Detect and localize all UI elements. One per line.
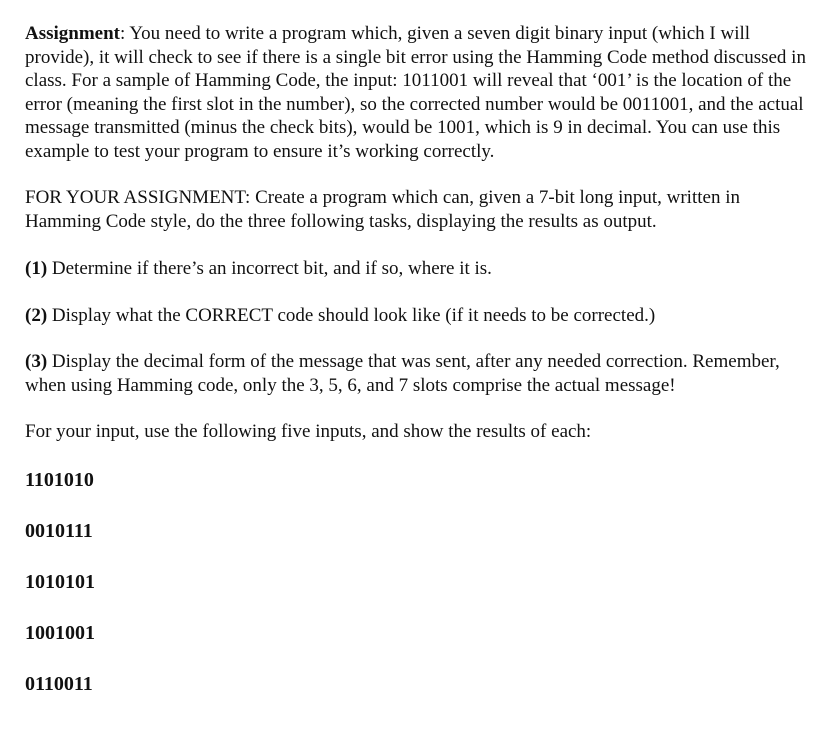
task-intro-paragraph: FOR YOUR ASSIGNMENT: Create a program which can, given a 7-bit long input, written in Hamming Code style, do the three following tasks, displaying the results as output. xyxy=(25,187,740,232)
inputs-lead-paragraph: For your input, use the following five inputs, and show the results of each: xyxy=(25,421,592,442)
assignment-label: Assignment xyxy=(25,23,121,44)
assignment-intro-text: : You need to write a program which, given a seven digit binary input (which I will provide), it will check to see if there is a single bit error using the Hamming Code method discussed in class. For a sample of Hamming Code, the input: 1011001 will reveal that ‘001’ is the location of the error (meaning the first slot in the number), so the corrected number would be 0011001, and the actual message transmitted (minus the check bits), would be 1001, which is 9 in decimal. You can use this example to test your program to ensure it’s working correctly. xyxy=(25,23,806,162)
task-step-3-number: (3) xyxy=(25,351,48,372)
binary-input-3: 1010101 xyxy=(25,570,95,593)
task-step-2-text: Display what the CORRECT code should look like (if it needs to be corrected.) xyxy=(47,304,656,326)
task-step-1 xyxy=(25,257,811,281)
task-step-2 xyxy=(25,304,811,328)
task-step-1-number: (1) xyxy=(25,258,48,279)
task-step-1-text: Determine if there’s an incorrect bit, and if so, where it is. xyxy=(47,258,492,279)
task-step-2-number: (2) xyxy=(25,304,48,326)
task-step-3-text: Display the decimal form of the message that was sent, after any needed correction. Remember, when using Hamming code, only the 3, 5, 6, and 7 slots comprise the actual message! xyxy=(25,351,780,396)
task-step-3 xyxy=(25,350,811,397)
binary-input-4: 1001001 xyxy=(25,621,95,644)
binary-input-2: 0010111 xyxy=(25,519,93,542)
binary-input-1: 1101010 xyxy=(25,468,94,491)
assignment-intro-paragraph xyxy=(25,22,811,163)
binary-input-5: 0110011 xyxy=(25,672,93,695)
